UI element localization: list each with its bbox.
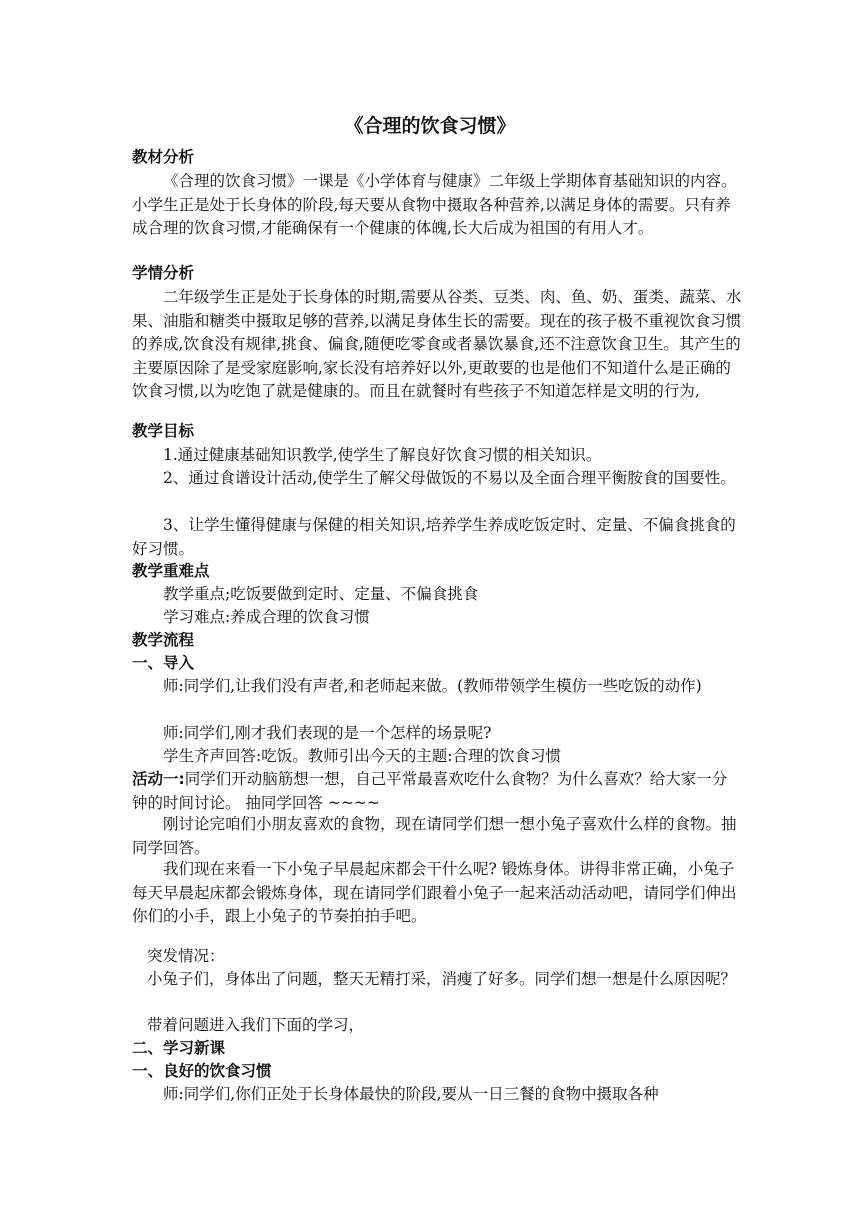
paragraph-student-analysis: 二年级学生正是处于长身体的时期,需要从谷类、豆类、肉、鱼、奶、蛋类、蔬菜、水果、油脂和糖类中摄取足够的营养,以满足身体生长的需要。现在的孩子极不重视饮食习惯的养成,饮食没有规律,挑食、偏食,随便吃零食或者暴饮暴食,还不注意饮食卫生。其产生的主要原因除了是受家庭影响,家长没有培养好以外,更敢要的也是他们不知道什么是正确的饮食习惯,以为吃饱了就是健康的。而且在就餐时有些孩子不知道怎样是文明的行为, bbox=[132, 288, 742, 400]
activity-one-label: 活动一: bbox=[132, 770, 185, 788]
heading-teaching-process: 教学流程 bbox=[132, 631, 195, 649]
transition-line: 带着问题进入我们下面的学习， bbox=[147, 1016, 365, 1034]
heading-material-analysis: 教材分析 bbox=[132, 148, 195, 166]
activity-one bbox=[132, 768, 742, 815]
dialogue-line-2: 师:同学们,刚才我们表现的是一个怎样的场景呢? bbox=[163, 724, 492, 742]
paragraph-material-analysis: 《合理的饮食习惯》一课是《小学体育与健康》二年级上学期体育基础知识的内容。小学生正是处于长身体的阶段,每天要从食物中摄取各种营养,以满足身体的需要。只有养成合理的饮食习惯,才能确保有一个健康的体魄,长大后成为祖国的有用人才。 bbox=[132, 172, 737, 237]
emergency-label: 突发情况： bbox=[147, 947, 225, 965]
section-new-lesson: 二、学习新课 bbox=[132, 1039, 226, 1057]
goal-item-2: 2、通过食谱设计活动,使学生了解父母做饭的不易以及全面合理平衡胺食的国要性。 bbox=[163, 469, 736, 487]
document-title: 《合理的饮食习惯》 bbox=[344, 115, 516, 137]
emergency-text: 小兔子们，身体出了问题，整天无精打采，消瘦了好多。同学们想一想是什么原因呢？ bbox=[147, 970, 737, 988]
section-introduction: 一、导入 bbox=[132, 654, 195, 672]
goal-item-3: 3、让学生懂得健康与保健的相关知识,培养学生养成吃饭定时、定量、不偏食挑食的好习惯。 bbox=[132, 516, 736, 558]
difficult-point: 学习难点:养成合理的饮食习惯 bbox=[163, 608, 370, 626]
dialogue-line-3: 学生齐声回答:吃饭。教师引出今天的主题:合理的饮食习惯 bbox=[163, 747, 561, 765]
dialogue-line-6: 师:同学们,你们正处于长身体最快的阶段,要从一日三餐的食物中摄取各种 bbox=[163, 1085, 659, 1103]
dialogue-line-4: 刚讨论完咱们小朋友喜欢的食物，现在请同学们想一想小兔子喜欢什么样的食物。抽同学回答。 bbox=[132, 815, 737, 857]
heading-teaching-goals: 教学目标 bbox=[132, 422, 195, 440]
subsection-good-habits: 一、良好的饮食习惯 bbox=[132, 1062, 272, 1080]
goal-item-1: 1.通过健康基础知识教学,使学生了解良好饮食习惯的相关知识。 bbox=[163, 446, 602, 464]
dialogue-line-1: 师:同学们,让我们没有声者,和老师起来做。(教师带领学生模仿一些吃饭的动作) bbox=[163, 677, 702, 695]
activity-one-text: 同学们开动脑筋想一想，自己平常最喜欢吃什么食物？为什么喜欢？给大家一分钟的时间讨论。 抽同学回答 ~~~~ bbox=[132, 770, 728, 812]
heading-key-difficult-points: 教学重难点 bbox=[132, 562, 210, 580]
key-point: 教学重点;吃饭要做到定时、定量、不偏食挑食 bbox=[163, 585, 479, 603]
heading-student-analysis: 学情分析 bbox=[132, 264, 195, 282]
dialogue-line-5: 我们现在来看一下小兔子早晨起床都会干什么呢? 锻炼身体。讲得非常正确，小兔子每天早晨起床都会锻炼身体，现在请同学们跟着小兔子一起来活动活动吧，请同学们伸出你们的小手，跟上小兔子的节奏拍拍手吧。 bbox=[132, 860, 737, 925]
